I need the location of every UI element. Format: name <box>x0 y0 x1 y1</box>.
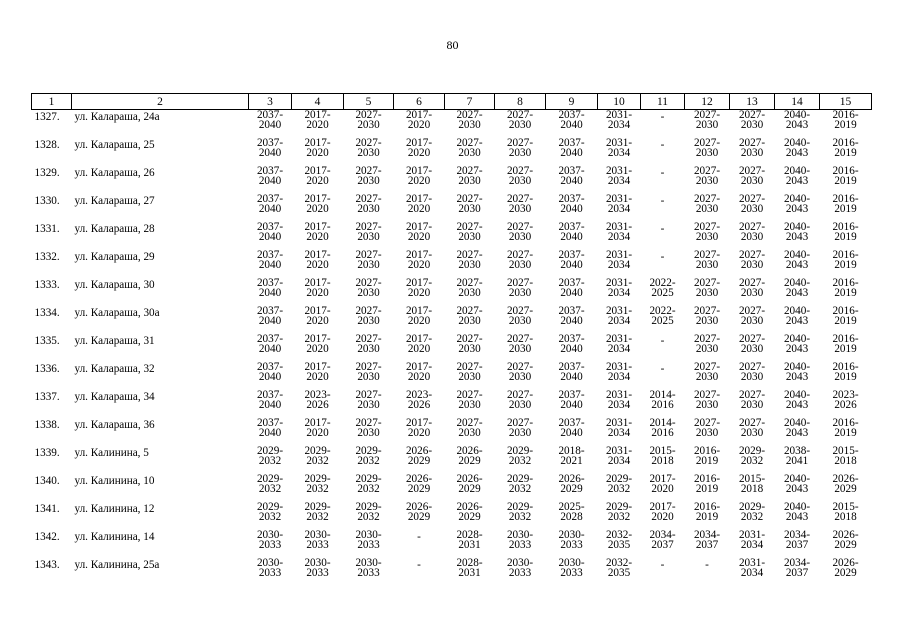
schedule-table <box>31 93 872 586</box>
row-number: 1343. <box>34 559 60 571</box>
period-cell: 2029- 2032 <box>355 473 382 495</box>
period-cell: 2031- 2034 <box>605 333 633 355</box>
period-cell: 2016- 2019 <box>832 193 859 215</box>
period-cell: 2040- 2043 <box>783 193 811 215</box>
period-cell: 2037- 2040 <box>256 389 284 411</box>
address-cell: ул. Калараша, 30а <box>74 307 160 319</box>
period-cell: 2031- 2034 <box>605 249 633 271</box>
period-cell: 2027- 2030 <box>355 389 382 411</box>
period-cell: 2017- 2020 <box>304 165 331 187</box>
row-number: 1333. <box>34 279 60 291</box>
period-cell: 2037- 2040 <box>256 193 284 215</box>
period-cell: 2030- 2033 <box>304 557 331 579</box>
period-cell: 2030- 2033 <box>304 529 331 551</box>
period-cell: 2040- 2043 <box>783 473 811 495</box>
period-cell: 2031- 2034 <box>605 389 633 411</box>
table-row <box>32 222 872 250</box>
period-cell: 2040- 2043 <box>783 137 811 159</box>
period-cell: 2027- 2030 <box>738 249 766 271</box>
period-cell: 2017- 2020 <box>304 193 331 215</box>
period-cell: 2040- 2043 <box>783 501 811 523</box>
period-cell: 2027- 2030 <box>506 193 534 215</box>
period-cell: 2031- 2034 <box>605 137 633 159</box>
header-row <box>32 94 872 110</box>
period-cell: 2014- 2016 <box>649 389 676 411</box>
period-cell: 2017- 2020 <box>405 109 433 131</box>
table-row <box>32 390 872 418</box>
period-cell: 2032- 2035 <box>605 529 633 551</box>
period-cell: 2017- 2020 <box>405 137 433 159</box>
period-cell: 2027- 2030 <box>355 249 382 271</box>
table-row <box>32 418 872 446</box>
period-cell: 2027- 2030 <box>738 277 766 299</box>
period-cell: 2027- 2030 <box>456 333 483 355</box>
period-cell: 2027- 2030 <box>355 109 382 131</box>
period-cell: 2027- 2030 <box>738 221 766 243</box>
period-cell: 2029- 2032 <box>355 445 382 467</box>
column-header-4: 4 <box>292 94 344 110</box>
period-cell: 2037- 2040 <box>558 277 585 299</box>
period-cell: 2031- 2034 <box>605 417 633 439</box>
period-cell: 2027- 2030 <box>456 389 483 411</box>
period-cell: 2028- 2031 <box>456 557 483 579</box>
column-header-12: 12 <box>685 94 730 110</box>
table-row <box>32 306 872 334</box>
period-cell: 2016- 2019 <box>832 277 859 299</box>
column-header-9: 9 <box>546 94 598 110</box>
period-cell: 2029- 2032 <box>256 501 284 523</box>
period-cell: 2037- 2040 <box>558 333 585 355</box>
period-cell: 2027- 2030 <box>456 109 483 131</box>
period-cell: 2016- 2019 <box>832 333 859 355</box>
address-cell: ул. Калараша, 27 <box>74 195 155 207</box>
period-cell: 2037- 2040 <box>558 389 585 411</box>
row-number: 1335. <box>34 335 60 347</box>
address-cell: ул. Калинина, 14 <box>74 531 155 543</box>
period-cell: 2016- 2019 <box>832 221 859 243</box>
period-cell: 2027- 2030 <box>456 249 483 271</box>
period-cell: 2027- 2030 <box>693 277 721 299</box>
period-cell: 2037- 2040 <box>256 277 284 299</box>
period-cell: 2037- 2040 <box>256 417 284 439</box>
address-cell: ул. Калараша, 28 <box>74 223 155 235</box>
period-cell: - <box>660 223 665 235</box>
period-cell: 2016- 2019 <box>693 501 721 523</box>
period-cell: 2027- 2030 <box>355 193 382 215</box>
period-cell: 2026- 2029 <box>405 473 433 495</box>
table-row <box>32 110 872 139</box>
period-cell: 2027- 2030 <box>456 165 483 187</box>
table-row <box>32 194 872 222</box>
period-cell: 2031- 2034 <box>605 193 633 215</box>
period-cell: 2037- 2040 <box>558 137 585 159</box>
period-cell: 2040- 2043 <box>783 165 811 187</box>
period-cell: 2037- 2040 <box>558 221 585 243</box>
period-cell: 2027- 2030 <box>355 277 382 299</box>
period-cell: 2031- 2034 <box>738 557 766 579</box>
row-number: 1334. <box>34 307 60 319</box>
period-cell: 2038- 2041 <box>783 445 811 467</box>
period-cell: 2027- 2030 <box>693 361 721 383</box>
address-cell: ул. Калараша, 30 <box>74 279 155 291</box>
column-header-3: 3 <box>249 94 292 110</box>
period-cell: 2023- 2026 <box>832 389 859 411</box>
period-cell: 2027- 2030 <box>506 137 534 159</box>
table-row <box>32 138 872 166</box>
period-cell: 2029- 2032 <box>256 445 284 467</box>
period-cell: 2027- 2030 <box>506 109 534 131</box>
period-cell: 2030- 2033 <box>355 529 382 551</box>
period-cell: 2027- 2030 <box>506 417 534 439</box>
period-cell: 2037- 2040 <box>558 361 585 383</box>
period-cell: 2017- 2020 <box>405 333 433 355</box>
period-cell: 2037- 2040 <box>558 249 585 271</box>
period-cell: 2037- 2040 <box>558 417 585 439</box>
period-cell: 2026- 2029 <box>456 501 483 523</box>
period-cell: 2027- 2030 <box>693 417 721 439</box>
period-cell: - <box>660 111 665 123</box>
address-cell: ул. Калараша, 32 <box>74 363 155 375</box>
period-cell: 2017- 2020 <box>405 277 433 299</box>
page-number: 80 <box>446 38 459 52</box>
period-cell: 2026- 2029 <box>456 473 483 495</box>
period-cell: 2027- 2030 <box>355 361 382 383</box>
period-cell: 2017- 2020 <box>405 249 433 271</box>
period-cell: 2029- 2032 <box>738 445 766 467</box>
period-cell: - <box>417 559 421 571</box>
period-cell: - <box>660 195 665 207</box>
period-cell: 2037- 2040 <box>256 249 284 271</box>
period-cell: 2030- 2033 <box>558 529 585 551</box>
column-header-14: 14 <box>775 94 820 110</box>
period-cell: 2026- 2029 <box>405 445 433 467</box>
row-number: 1336. <box>34 363 60 375</box>
period-cell: 2040- 2043 <box>783 333 811 355</box>
period-cell: 2029- 2032 <box>506 501 534 523</box>
period-cell: 2017- 2020 <box>649 501 676 523</box>
period-cell: 2028- 2031 <box>456 529 483 551</box>
period-cell: 2037- 2040 <box>558 165 585 187</box>
period-cell: 2037- 2040 <box>256 137 284 159</box>
period-cell: 2027- 2030 <box>693 221 721 243</box>
table-row <box>32 474 872 502</box>
period-cell: 2027- 2030 <box>693 193 721 215</box>
period-cell: 2037- 2040 <box>558 193 585 215</box>
period-cell: 2030- 2033 <box>256 557 284 579</box>
period-cell: 2031- 2034 <box>605 445 633 467</box>
period-cell: 2034- 2037 <box>783 557 811 579</box>
column-header-13: 13 <box>730 94 775 110</box>
period-cell: 2040- 2043 <box>783 361 811 383</box>
column-header-15: 15 <box>820 94 872 110</box>
period-cell: 2027- 2030 <box>355 333 382 355</box>
period-cell: 2030- 2033 <box>506 557 534 579</box>
column-header-11: 11 <box>641 94 685 110</box>
period-cell: 2017- 2020 <box>304 333 331 355</box>
period-cell: 2027- 2030 <box>506 361 534 383</box>
period-cell: 2034- 2037 <box>783 529 811 551</box>
period-cell: 2027- 2030 <box>693 333 721 355</box>
period-cell: 2029- 2032 <box>506 445 534 467</box>
period-cell: 2031- 2034 <box>605 109 633 131</box>
column-header-7: 7 <box>445 94 495 110</box>
period-cell: 2027- 2030 <box>456 277 483 299</box>
period-cell: 2032- 2035 <box>605 557 633 579</box>
period-cell: 2027- 2030 <box>738 137 766 159</box>
period-cell: 2027- 2030 <box>456 193 483 215</box>
period-cell: - <box>660 363 665 375</box>
period-cell: 2030- 2033 <box>355 557 382 579</box>
period-cell: 2027- 2030 <box>738 193 766 215</box>
period-cell: 2040- 2043 <box>783 389 811 411</box>
row-number: 1337. <box>34 391 60 403</box>
address-cell: ул. Калараша, 36 <box>74 419 155 431</box>
period-cell: 2029- 2032 <box>355 501 382 523</box>
period-cell: 2031- 2034 <box>605 361 633 383</box>
table-row <box>32 250 872 278</box>
period-cell: 2027- 2030 <box>355 221 382 243</box>
table-row <box>32 446 872 474</box>
period-cell: 2016- 2019 <box>832 361 859 383</box>
period-cell: 2018- 2021 <box>558 445 585 467</box>
period-cell: 2016- 2019 <box>693 473 721 495</box>
period-cell: 2026- 2029 <box>456 445 483 467</box>
period-cell: 2040- 2043 <box>783 109 811 131</box>
period-cell: 2017- 2020 <box>304 277 331 299</box>
period-cell: 2027- 2030 <box>693 165 721 187</box>
period-cell: 2027- 2030 <box>355 137 382 159</box>
period-cell: 2016- 2019 <box>832 109 859 131</box>
period-cell: 2027- 2030 <box>355 165 382 187</box>
address-cell: ул. Калинина, 12 <box>74 503 155 515</box>
period-cell: 2017- 2020 <box>405 221 433 243</box>
period-cell: 2023- 2026 <box>405 389 433 411</box>
period-cell: - <box>660 335 665 347</box>
row-number: 1328. <box>34 139 60 151</box>
period-cell: 2016- 2019 <box>832 165 859 187</box>
period-cell: 2027- 2030 <box>456 305 483 327</box>
period-cell: 2027- 2030 <box>456 361 483 383</box>
table-row <box>32 558 872 586</box>
period-cell: 2027- 2030 <box>456 137 483 159</box>
period-cell: 2027- 2030 <box>738 109 766 131</box>
column-header-2: 2 <box>72 94 249 110</box>
period-cell: 2040- 2043 <box>783 249 811 271</box>
period-cell: 2037- 2040 <box>558 109 585 131</box>
column-header-6: 6 <box>394 94 445 110</box>
row-number: 1332. <box>34 251 60 263</box>
period-cell: 2031- 2034 <box>605 277 633 299</box>
period-cell: 2016- 2019 <box>693 445 721 467</box>
period-cell: 2037- 2040 <box>558 305 585 327</box>
address-cell: ул. Калинина, 5 <box>74 447 149 459</box>
row-number: 1327. <box>34 111 60 123</box>
period-cell: 2016- 2019 <box>832 417 859 439</box>
period-cell: 2017- 2020 <box>304 305 331 327</box>
table-body <box>32 110 872 587</box>
period-cell: - <box>660 167 665 179</box>
period-cell: 2026- 2029 <box>832 557 859 579</box>
period-cell: 2015- 2018 <box>832 445 859 467</box>
column-header-5: 5 <box>344 94 394 110</box>
period-cell: 2025- 2028 <box>558 501 585 523</box>
address-cell: ул. Калараша, 26 <box>74 167 155 179</box>
row-number: 1331. <box>34 223 60 235</box>
period-cell: 2031- 2034 <box>605 305 633 327</box>
period-cell: 2027- 2030 <box>693 305 721 327</box>
row-number: 1339. <box>34 447 60 459</box>
row-number: 1338. <box>34 419 60 431</box>
period-cell: 2027- 2030 <box>693 137 721 159</box>
period-cell: 2027- 2030 <box>506 221 534 243</box>
column-header-10: 10 <box>598 94 641 110</box>
table-row <box>32 166 872 194</box>
period-cell: 2027- 2030 <box>506 305 534 327</box>
row-number: 1329. <box>34 167 60 179</box>
period-cell: 2029- 2032 <box>304 473 331 495</box>
period-cell: 2017- 2020 <box>304 137 331 159</box>
period-cell: 2037- 2040 <box>256 165 284 187</box>
period-cell: 2017- 2020 <box>405 193 433 215</box>
period-cell: 2027- 2030 <box>693 109 721 131</box>
period-cell: 2022- 2025 <box>649 305 676 327</box>
period-cell: 2034- 2037 <box>649 529 676 551</box>
period-cell: 2040- 2043 <box>783 305 811 327</box>
period-cell: 2040- 2043 <box>783 221 811 243</box>
period-cell: 2015- 2018 <box>832 501 859 523</box>
period-cell: 2016- 2019 <box>832 249 859 271</box>
period-cell: 2027- 2030 <box>738 389 766 411</box>
period-cell: 2027- 2030 <box>738 361 766 383</box>
period-cell: - <box>660 559 665 571</box>
period-cell: 2027- 2030 <box>506 165 534 187</box>
column-header-8: 8 <box>495 94 546 110</box>
address-cell: ул. Калараша, 29 <box>74 251 155 263</box>
period-cell: 2015- 2018 <box>738 473 766 495</box>
period-cell: 2029- 2032 <box>256 473 284 495</box>
period-cell: 2037- 2040 <box>256 305 284 327</box>
period-cell: 2037- 2040 <box>256 361 284 383</box>
period-cell: 2027- 2030 <box>506 277 534 299</box>
period-cell: 2040- 2043 <box>783 277 811 299</box>
period-cell: 2017- 2020 <box>405 417 433 439</box>
period-cell: 2030- 2033 <box>558 557 585 579</box>
table-row <box>32 502 872 530</box>
period-cell: 2027- 2030 <box>456 417 483 439</box>
row-number: 1341. <box>34 503 60 515</box>
period-cell: 2029- 2032 <box>506 473 534 495</box>
period-cell: 2031- 2034 <box>605 221 633 243</box>
period-cell: 2017- 2020 <box>405 361 433 383</box>
period-cell: 2029- 2032 <box>605 473 633 495</box>
period-cell: 2027- 2030 <box>355 305 382 327</box>
period-cell: 2040- 2043 <box>783 417 811 439</box>
period-cell: 2026- 2029 <box>405 501 433 523</box>
period-cell: 2015- 2018 <box>649 445 676 467</box>
period-cell: 2023- 2026 <box>304 389 331 411</box>
period-cell: 2030- 2033 <box>256 529 284 551</box>
address-cell: ул. Калараша, 34 <box>74 391 155 403</box>
table-row <box>32 362 872 390</box>
period-cell: - <box>660 251 665 263</box>
period-cell: 2027- 2030 <box>738 165 766 187</box>
period-cell: 2037- 2040 <box>256 333 284 355</box>
period-cell: 2029- 2032 <box>304 445 331 467</box>
period-cell: 2017- 2020 <box>304 361 331 383</box>
period-cell: 2027- 2030 <box>738 305 766 327</box>
column-header-1: 1 <box>32 94 72 110</box>
period-cell: 2027- 2030 <box>693 249 721 271</box>
period-cell: 2027- 2030 <box>506 333 534 355</box>
period-cell: 2029- 2032 <box>304 501 331 523</box>
address-cell: ул. Калинина, 25а <box>74 559 160 571</box>
period-cell: 2027- 2030 <box>355 417 382 439</box>
period-cell: 2029- 2032 <box>605 501 633 523</box>
period-cell: 2017- 2020 <box>304 109 331 131</box>
period-cell: 2027- 2030 <box>738 333 766 355</box>
period-cell: 2017- 2020 <box>405 305 433 327</box>
address-cell: ул. Калараша, 31 <box>74 335 155 347</box>
table-row <box>32 334 872 362</box>
period-cell: 2017- 2020 <box>304 221 331 243</box>
row-number: 1342. <box>34 531 60 543</box>
period-cell: 2027- 2030 <box>506 389 534 411</box>
period-cell: - <box>660 139 665 151</box>
period-cell: 2026- 2029 <box>832 473 859 495</box>
period-cell: 2016- 2019 <box>832 137 859 159</box>
period-cell: 2017- 2020 <box>304 249 331 271</box>
period-cell: - <box>705 559 709 571</box>
period-cell: 2027- 2030 <box>506 249 534 271</box>
period-cell: 2016- 2019 <box>832 305 859 327</box>
period-cell: 2031- 2034 <box>738 529 766 551</box>
address-cell: ул. Калинина, 10 <box>74 475 155 487</box>
period-cell: 2017- 2020 <box>304 417 331 439</box>
row-number: 1330. <box>34 195 60 207</box>
period-cell: 2030- 2033 <box>506 529 534 551</box>
period-cell: 2027- 2030 <box>738 417 766 439</box>
period-cell: 2034- 2037 <box>693 529 721 551</box>
period-cell: 2017- 2020 <box>649 473 676 495</box>
period-cell: 2026- 2029 <box>558 473 585 495</box>
address-cell: ул. Калараша, 25 <box>74 139 155 151</box>
period-cell: 2022- 2025 <box>649 277 676 299</box>
period-cell: 2037- 2040 <box>256 221 284 243</box>
row-number: 1340. <box>34 475 60 487</box>
period-cell: 2027- 2030 <box>456 221 483 243</box>
address-cell: ул. Калараша, 24а <box>74 111 160 123</box>
period-cell: 2017- 2020 <box>405 165 433 187</box>
period-cell: 2037- 2040 <box>256 109 284 131</box>
period-cell: 2027- 2030 <box>693 389 721 411</box>
period-cell: - <box>417 531 421 543</box>
period-cell: 2031- 2034 <box>605 165 633 187</box>
period-cell: 2014- 2016 <box>649 417 676 439</box>
period-cell: 2026- 2029 <box>832 529 859 551</box>
table-row <box>32 530 872 558</box>
table-row <box>32 278 872 306</box>
period-cell: 2029- 2032 <box>738 501 766 523</box>
